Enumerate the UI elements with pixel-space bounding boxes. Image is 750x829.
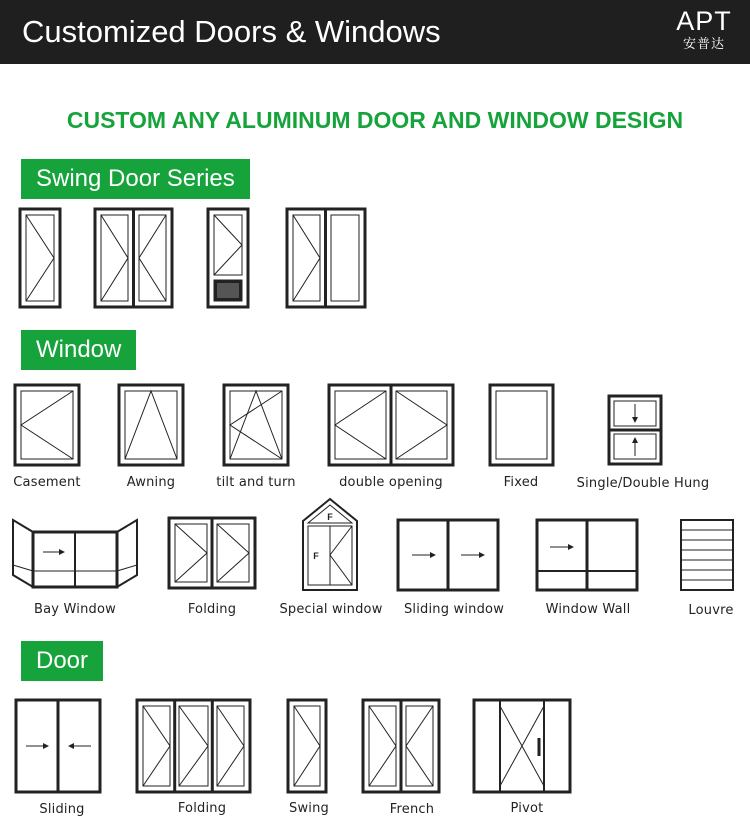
caption-sliding-window: Sliding window bbox=[403, 602, 505, 617]
caption-french-door: French bbox=[389, 802, 435, 817]
caption-double-opening: double opening bbox=[339, 475, 443, 490]
caption-fixed: Fixed bbox=[503, 475, 539, 490]
logo-subtext: 安普达 bbox=[682, 37, 725, 52]
window-wall-icon bbox=[537, 520, 637, 590]
special-window-mark-side: F bbox=[313, 551, 319, 561]
french-door-icon bbox=[363, 700, 439, 792]
fixed-window-icon bbox=[490, 385, 553, 465]
caption-swing-door: Swing bbox=[289, 801, 329, 816]
swing-door-single-icon bbox=[20, 209, 60, 307]
pivot-door-icon bbox=[474, 700, 570, 792]
casement-window-icon bbox=[15, 385, 79, 465]
swing-door-icon bbox=[288, 700, 326, 792]
page-title: Customized Doors & Windows bbox=[22, 14, 441, 49]
caption-louvre: Louvre bbox=[688, 603, 734, 618]
caption-folding-door: Folding bbox=[177, 801, 227, 816]
caption-sliding-door: Sliding bbox=[39, 802, 85, 817]
swing-door-mother-son-icon bbox=[287, 209, 365, 307]
sliding-door-icon bbox=[16, 700, 100, 792]
double-opening-window-icon bbox=[329, 385, 453, 465]
section-label-swing-door: Swing Door Series bbox=[21, 159, 250, 199]
tilt-and-turn-window-icon bbox=[224, 385, 288, 465]
swing-door-with-vent-icon bbox=[208, 209, 248, 307]
single-double-hung-window-icon bbox=[609, 396, 661, 464]
awning-window-icon bbox=[119, 385, 183, 465]
caption-bay-window: Bay Window bbox=[34, 602, 116, 617]
main-heading: CUSTOM ANY ALUMINUM DOOR AND WINDOW DESIGN bbox=[66, 107, 684, 133]
caption-pivot-door: Pivot bbox=[510, 801, 544, 816]
folding-door-icon bbox=[137, 700, 250, 792]
swing-door-double-icon bbox=[95, 209, 172, 307]
caption-tilt-and-turn: tilt and turn bbox=[216, 475, 296, 490]
section-label-door: Door bbox=[21, 641, 103, 681]
logo-text: APT bbox=[676, 6, 732, 36]
caption-window-wall: Window Wall bbox=[545, 602, 631, 617]
caption-special-window: Special window bbox=[279, 602, 383, 617]
folding-window-icon bbox=[169, 518, 255, 588]
section-label-window: Window bbox=[21, 330, 136, 370]
caption-single-double-hung: Single/Double Hung bbox=[576, 476, 710, 491]
caption-awning: Awning bbox=[126, 475, 176, 490]
special-window-mark-top: F bbox=[327, 512, 333, 522]
caption-casement: Casement bbox=[13, 475, 81, 490]
caption-folding-window: Folding bbox=[187, 602, 237, 617]
bay-window-icon bbox=[13, 520, 137, 587]
sliding-window-icon bbox=[398, 520, 498, 590]
louvre-window-icon bbox=[681, 520, 733, 590]
